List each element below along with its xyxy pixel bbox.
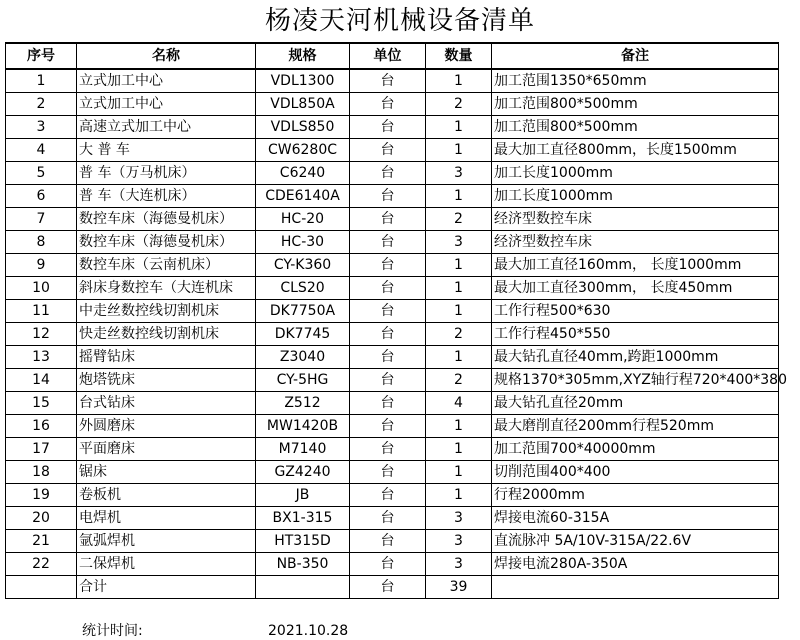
row-spec: Z512 [256, 392, 350, 415]
table-row [6, 185, 779, 208]
row-spec: CDE6140A [256, 185, 350, 208]
row-qty: 1 [426, 277, 492, 300]
row-remark: 直流脉冲 5A/10V-315A/22.6V [492, 530, 779, 553]
row-unit: 台 [350, 208, 426, 231]
row-qty: 4 [426, 392, 492, 415]
total-unit: 台 [350, 576, 426, 599]
row-qty: 1 [426, 415, 492, 438]
row-qty: 2 [426, 93, 492, 116]
total-label: 合计 [77, 576, 256, 599]
row-name: 立式加工中心 [77, 69, 256, 93]
row-unit: 台 [350, 254, 426, 277]
row-qty: 2 [426, 323, 492, 346]
row-qty: 1 [426, 484, 492, 507]
table-row [6, 461, 779, 484]
total-qty: 39 [426, 576, 492, 599]
row-no: 17 [6, 438, 77, 461]
row-name: 大 普 车 [77, 139, 256, 162]
table-row [6, 139, 779, 162]
row-remark: 加工长度1000mm [492, 185, 779, 208]
row-name: 外圆磨床 [77, 415, 256, 438]
row-unit: 台 [350, 553, 426, 576]
row-spec: JB [256, 484, 350, 507]
table-row [6, 369, 779, 392]
table-row [6, 392, 779, 415]
row-remark: 规格1370*305mm,XYZ轴行程720*400*380 [492, 369, 779, 392]
header-remark: 备注 [492, 43, 779, 69]
row-name: 锯床 [77, 461, 256, 484]
row-name: 炮塔铣床 [77, 369, 256, 392]
row-unit: 台 [350, 484, 426, 507]
table-row [6, 323, 779, 346]
row-no: 12 [6, 323, 77, 346]
header-qty: 数量 [426, 43, 492, 69]
row-qty: 3 [426, 507, 492, 530]
row-unit: 台 [350, 369, 426, 392]
header-no: 序号 [6, 43, 77, 69]
row-name: 卷板机 [77, 484, 256, 507]
row-unit: 台 [350, 139, 426, 162]
total-spec-cell [256, 576, 350, 599]
row-unit: 台 [350, 507, 426, 530]
row-unit: 台 [350, 116, 426, 139]
row-unit: 台 [350, 162, 426, 185]
row-name: 高速立式加工中心 [77, 116, 256, 139]
row-qty: 1 [426, 69, 492, 93]
row-name: 台式钻床 [77, 392, 256, 415]
row-qty: 2 [426, 208, 492, 231]
row-spec: CLS20 [256, 277, 350, 300]
row-spec: HC-20 [256, 208, 350, 231]
table-row [6, 415, 779, 438]
row-remark: 经济型数控车床 [492, 231, 779, 254]
row-remark: 最大加工直径800mm，长度1500mm [492, 139, 779, 162]
row-no: 2 [6, 93, 77, 116]
row-name: 氩弧焊机 [77, 530, 256, 553]
row-spec: DK7745 [256, 323, 350, 346]
row-unit: 台 [350, 530, 426, 553]
table-row [6, 507, 779, 530]
row-no: 22 [6, 553, 77, 576]
row-name: 平面磨床 [77, 438, 256, 461]
row-unit: 台 [350, 93, 426, 116]
row-spec: MW1420B [256, 415, 350, 438]
row-qty: 1 [426, 346, 492, 369]
row-qty: 1 [426, 438, 492, 461]
row-name: 数控车床（海德曼机床） [77, 231, 256, 254]
row-spec: HT315D [256, 530, 350, 553]
table-row [6, 254, 779, 277]
row-remark: 最大钻孔直径20mm [492, 392, 779, 415]
table-row [6, 300, 779, 323]
row-no: 21 [6, 530, 77, 553]
table-row [6, 116, 779, 139]
table-row [6, 277, 779, 300]
row-remark: 切削范围400*400 [492, 461, 779, 484]
row-spec: Z3040 [256, 346, 350, 369]
row-no: 5 [6, 162, 77, 185]
total-row [6, 576, 779, 599]
row-remark: 焊接电流60-315A [492, 507, 779, 530]
row-unit: 台 [350, 392, 426, 415]
row-no: 8 [6, 231, 77, 254]
row-name: 立式加工中心 [77, 93, 256, 116]
row-no: 16 [6, 415, 77, 438]
total-no-cell [6, 576, 77, 599]
row-no: 13 [6, 346, 77, 369]
row-no: 20 [6, 507, 77, 530]
row-spec: VDL850A [256, 93, 350, 116]
row-unit: 台 [350, 69, 426, 93]
row-spec: C6240 [256, 162, 350, 185]
row-no: 11 [6, 300, 77, 323]
row-remark: 最大加工直径300mm， 长度450mm [492, 277, 779, 300]
row-no: 15 [6, 392, 77, 415]
row-unit: 台 [350, 277, 426, 300]
row-remark: 加工长度1000mm [492, 162, 779, 185]
table-header-row [6, 43, 779, 69]
row-remark: 最大磨削直径200mm行程520mm [492, 415, 779, 438]
row-qty: 2 [426, 369, 492, 392]
row-unit: 台 [350, 300, 426, 323]
row-name: 电焊机 [77, 507, 256, 530]
row-spec: CY-K360 [256, 254, 350, 277]
row-spec: BX1-315 [256, 507, 350, 530]
row-qty: 3 [426, 231, 492, 254]
row-spec: GZ4240 [256, 461, 350, 484]
table-row [6, 208, 779, 231]
row-remark: 加工范围1350*650mm [492, 69, 779, 93]
row-name: 数控车床（海德曼机床） [77, 208, 256, 231]
row-qty: 3 [426, 530, 492, 553]
row-no: 7 [6, 208, 77, 231]
table-row [6, 438, 779, 461]
stat-time-label: 统计时间: [82, 623, 143, 639]
row-qty: 1 [426, 254, 492, 277]
row-name: 数控车床（云南机床） [77, 254, 256, 277]
row-spec: CW6280C [256, 139, 350, 162]
row-spec: VDLS850 [256, 116, 350, 139]
row-name: 中走丝数控线切割机床 [77, 300, 256, 323]
table-row [6, 553, 779, 576]
row-remark: 加工范围800*500mm [492, 93, 779, 116]
row-spec: M7140 [256, 438, 350, 461]
document-title: 杨凌天河机械设备清单 [264, 6, 535, 36]
row-spec: DK7750A [256, 300, 350, 323]
row-qty: 1 [426, 185, 492, 208]
row-remark: 焊接电流280A-350A [492, 553, 779, 576]
row-spec: VDL1300 [256, 69, 350, 93]
table-row [6, 93, 779, 116]
row-qty: 1 [426, 300, 492, 323]
row-spec: HC-30 [256, 231, 350, 254]
row-unit: 台 [350, 461, 426, 484]
row-qty: 1 [426, 139, 492, 162]
header-spec: 规格 [256, 43, 350, 69]
row-unit: 台 [350, 415, 426, 438]
table-row [6, 530, 779, 553]
table-row [6, 231, 779, 254]
total-remark-cell [492, 576, 779, 599]
stat-time-value: 2021.10.28 [268, 623, 349, 639]
row-no: 4 [6, 139, 77, 162]
row-no: 18 [6, 461, 77, 484]
row-name: 斜床身数控车（大连机床 [77, 277, 256, 300]
row-remark: 加工范围700*40000mm [492, 438, 779, 461]
row-remark: 工作行程450*550 [492, 323, 779, 346]
row-no: 19 [6, 484, 77, 507]
row-remark: 最大钻孔直径40mm,跨距1000mm [492, 346, 779, 369]
row-unit: 台 [350, 346, 426, 369]
row-spec: CY-5HG [256, 369, 350, 392]
row-no: 9 [6, 254, 77, 277]
row-unit: 台 [350, 185, 426, 208]
row-spec: NB-350 [256, 553, 350, 576]
row-qty: 1 [426, 116, 492, 139]
row-remark: 加工范围800*500mm [492, 116, 779, 139]
header-name: 名称 [77, 43, 256, 69]
row-no: 3 [6, 116, 77, 139]
table-body [6, 69, 787, 576]
equipment-table [5, 42, 787, 599]
row-remark: 工作行程500*630 [492, 300, 779, 323]
row-name: 二保焊机 [77, 553, 256, 576]
table-row [6, 69, 779, 93]
row-unit: 台 [350, 438, 426, 461]
row-name: 摇臂钻床 [77, 346, 256, 369]
row-qty: 1 [426, 461, 492, 484]
row-remark: 经济型数控车床 [492, 208, 779, 231]
header-unit: 单位 [350, 43, 426, 69]
row-remark: 最大加工直径160mm， 长度1000mm [492, 254, 779, 277]
row-qty: 3 [426, 162, 492, 185]
table-row [6, 162, 779, 185]
row-name: 普 车（万马机床） [77, 162, 256, 185]
row-no: 10 [6, 277, 77, 300]
row-no: 14 [6, 369, 77, 392]
row-unit: 台 [350, 323, 426, 346]
row-no: 6 [6, 185, 77, 208]
row-no: 1 [6, 69, 77, 93]
table-row [6, 484, 779, 507]
table-row [6, 346, 779, 369]
row-unit: 台 [350, 231, 426, 254]
row-name: 快走丝数控线切割机床 [77, 323, 256, 346]
row-qty: 3 [426, 553, 492, 576]
row-name: 普 车（大连机床） [77, 185, 256, 208]
row-remark: 行程2000mm [492, 484, 779, 507]
